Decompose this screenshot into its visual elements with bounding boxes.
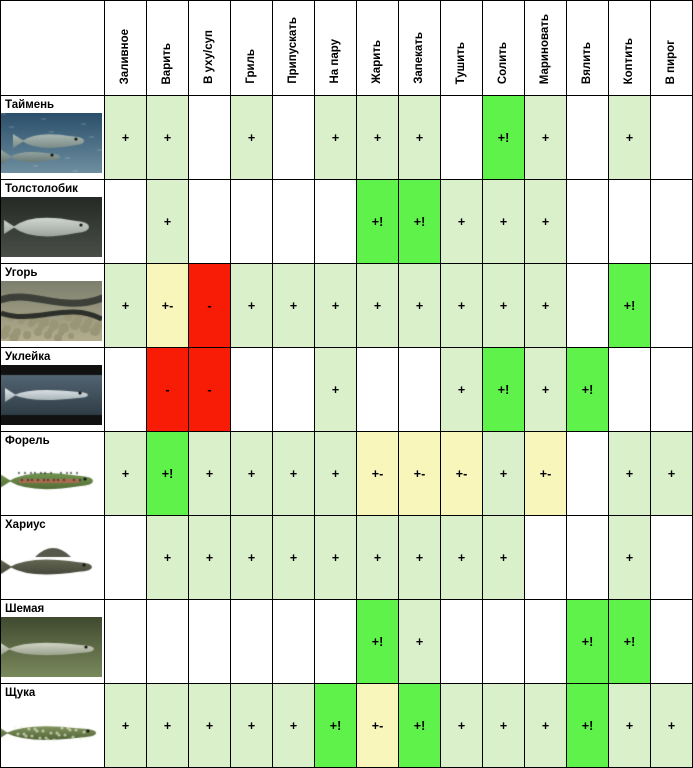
column-header-label: Тушить xyxy=(454,41,467,84)
rating-cell xyxy=(567,96,609,180)
rating-value: + xyxy=(247,718,256,733)
rating-cell xyxy=(441,180,483,264)
fish-name-label: Таймень xyxy=(5,99,55,111)
column-header-10 xyxy=(483,1,525,96)
rating-cell xyxy=(105,516,147,600)
rating-cell xyxy=(147,264,189,348)
rating-value: + xyxy=(625,130,634,145)
column-header-label: Жарить xyxy=(370,40,383,84)
rating-cell xyxy=(273,180,315,264)
fish-row-header xyxy=(1,684,105,768)
rating-cell xyxy=(651,600,693,684)
rating-value: + xyxy=(541,214,550,229)
rating-cell xyxy=(399,684,441,768)
fish-name-label: Щука xyxy=(5,687,36,699)
rating-cell xyxy=(357,432,399,516)
column-header-14 xyxy=(651,1,693,96)
rating-cell xyxy=(441,516,483,600)
rating-cell xyxy=(189,600,231,684)
column-header-3 xyxy=(189,1,231,96)
rating-cell xyxy=(147,180,189,264)
rating-value: + xyxy=(247,466,256,481)
table-row xyxy=(1,180,693,264)
rating-value: - xyxy=(207,298,212,313)
rating-cell xyxy=(231,96,273,180)
rating-cell xyxy=(651,348,693,432)
column-header-4 xyxy=(231,1,273,96)
rating-cell xyxy=(567,348,609,432)
rating-cell xyxy=(441,432,483,516)
rating-cell xyxy=(231,180,273,264)
rating-value: + xyxy=(415,298,424,313)
rating-cell xyxy=(525,516,567,600)
rating-value: + xyxy=(625,550,634,565)
rating-cell xyxy=(273,516,315,600)
rating-cell xyxy=(315,432,357,516)
rating-value: +- xyxy=(371,718,384,733)
rating-value: + xyxy=(331,550,340,565)
rating-value: + xyxy=(457,550,466,565)
rating-value: +- xyxy=(455,466,468,481)
rating-cell xyxy=(231,684,273,768)
rating-value: + xyxy=(121,718,130,733)
table-header-row xyxy=(1,1,693,96)
rating-cell xyxy=(483,684,525,768)
fish-row-header xyxy=(1,264,105,348)
rating-cell xyxy=(483,180,525,264)
rating-value: + xyxy=(331,298,340,313)
fish-name-label: Форель xyxy=(5,435,50,447)
rating-value: + xyxy=(499,466,508,481)
rating-value: +! xyxy=(581,382,594,397)
rating-cell xyxy=(147,684,189,768)
rating-cell xyxy=(231,600,273,684)
rating-value: + xyxy=(163,718,172,733)
rating-cell xyxy=(441,348,483,432)
column-header-label: На пару xyxy=(328,39,341,84)
column-header-label: В пирог xyxy=(664,39,677,84)
column-header-1 xyxy=(105,1,147,96)
rating-cell xyxy=(525,348,567,432)
rating-cell xyxy=(399,348,441,432)
table-row xyxy=(1,96,693,180)
fish-name-label: Уклейка xyxy=(5,351,51,363)
table-row xyxy=(1,516,693,600)
rating-cell xyxy=(273,96,315,180)
rating-cell xyxy=(525,264,567,348)
rating-cell xyxy=(399,180,441,264)
ukleyka-photo xyxy=(1,365,102,425)
shuka-photo xyxy=(1,701,102,761)
column-header-label: Вялить xyxy=(580,41,593,84)
column-header-11 xyxy=(525,1,567,96)
fish-row-header xyxy=(1,432,105,516)
column-header-label: Заливное xyxy=(118,28,131,84)
rating-value: + xyxy=(499,550,508,565)
rating-cell xyxy=(483,600,525,684)
fish-row-header xyxy=(1,348,105,432)
taimen-photo xyxy=(1,113,102,173)
rating-value: + xyxy=(373,130,382,145)
rating-cell xyxy=(189,516,231,600)
rating-cell xyxy=(189,348,231,432)
rating-cell xyxy=(315,96,357,180)
rating-value: + xyxy=(541,718,550,733)
rating-cell xyxy=(231,516,273,600)
rating-value: +! xyxy=(161,466,174,481)
rating-cell xyxy=(189,180,231,264)
rating-cell xyxy=(525,600,567,684)
rating-cell xyxy=(651,180,693,264)
column-header-5 xyxy=(273,1,315,96)
rating-cell xyxy=(231,348,273,432)
rating-value: + xyxy=(415,634,424,649)
rating-cell xyxy=(105,96,147,180)
rating-value: + xyxy=(289,298,298,313)
rating-cell xyxy=(273,432,315,516)
rating-cell xyxy=(189,684,231,768)
rating-cell xyxy=(567,516,609,600)
rating-cell xyxy=(609,348,651,432)
rating-cell xyxy=(315,180,357,264)
rating-value: +! xyxy=(581,634,594,649)
column-header-2 xyxy=(147,1,189,96)
rating-cell xyxy=(483,516,525,600)
fish-row-header xyxy=(1,96,105,180)
fish-row-header xyxy=(1,600,105,684)
rating-cell xyxy=(357,180,399,264)
rating-cell xyxy=(399,432,441,516)
rating-cell xyxy=(609,180,651,264)
rating-value: + xyxy=(625,466,634,481)
rating-value: + xyxy=(205,550,214,565)
table-row xyxy=(1,432,693,516)
column-header-label: Припускать xyxy=(286,17,299,84)
rating-value: + xyxy=(499,298,508,313)
rating-cell xyxy=(147,96,189,180)
ugor-photo xyxy=(1,281,102,341)
rating-value: + xyxy=(373,550,382,565)
rating-cell xyxy=(441,96,483,180)
column-header-9 xyxy=(441,1,483,96)
rating-cell xyxy=(399,96,441,180)
table-corner-cell xyxy=(1,1,105,96)
rating-cell xyxy=(609,516,651,600)
rating-value: + xyxy=(331,382,340,397)
rating-value: + xyxy=(121,298,130,313)
rating-cell xyxy=(567,432,609,516)
rating-cell xyxy=(231,432,273,516)
rating-cell xyxy=(651,96,693,180)
rating-cell xyxy=(651,684,693,768)
rating-value: + xyxy=(541,130,550,145)
rating-cell xyxy=(147,600,189,684)
rating-value: + xyxy=(457,382,466,397)
rating-cell xyxy=(105,432,147,516)
table-row xyxy=(1,348,693,432)
rating-cell xyxy=(399,600,441,684)
rating-value: + xyxy=(331,466,340,481)
rating-value: + xyxy=(289,718,298,733)
rating-value: + xyxy=(457,298,466,313)
rating-cell xyxy=(609,600,651,684)
rating-cell xyxy=(609,96,651,180)
rating-cell xyxy=(357,684,399,768)
rating-value: + xyxy=(373,298,382,313)
rating-value: + xyxy=(247,130,256,145)
rating-cell xyxy=(609,684,651,768)
rating-cell xyxy=(357,600,399,684)
column-header-label: В уху/суп xyxy=(202,30,215,84)
column-header-6 xyxy=(315,1,357,96)
rating-cell xyxy=(525,432,567,516)
rating-value: + xyxy=(331,130,340,145)
column-header-label: Коптить xyxy=(622,37,635,84)
rating-cell xyxy=(189,264,231,348)
rating-cell xyxy=(273,684,315,768)
rating-cell xyxy=(105,684,147,768)
rating-cell xyxy=(273,600,315,684)
rating-cell xyxy=(147,516,189,600)
forel-photo xyxy=(1,449,102,509)
rating-cell xyxy=(357,516,399,600)
rating-value: + xyxy=(667,466,676,481)
fish-row-header xyxy=(1,180,105,264)
fish-name-label: Шемая xyxy=(5,603,45,615)
rating-value: - xyxy=(207,382,212,397)
rating-cell xyxy=(567,264,609,348)
table-row xyxy=(1,684,693,768)
rating-cell xyxy=(189,96,231,180)
rating-value: + xyxy=(247,550,256,565)
fish-name-label: Хариус xyxy=(5,519,46,531)
rating-value: +! xyxy=(413,214,426,229)
column-header-label: Запекать xyxy=(412,32,425,84)
rating-cell xyxy=(567,180,609,264)
column-header-13 xyxy=(609,1,651,96)
rating-value: +! xyxy=(371,214,384,229)
rating-value: + xyxy=(163,550,172,565)
rating-value: + xyxy=(121,466,130,481)
rating-value: + xyxy=(667,718,676,733)
rating-value: + xyxy=(205,466,214,481)
shemaya-photo xyxy=(1,617,102,677)
column-header-label: Солить xyxy=(496,41,509,84)
rating-value: +! xyxy=(581,718,594,733)
rating-cell xyxy=(609,264,651,348)
rating-value: + xyxy=(163,214,172,229)
rating-cell xyxy=(483,264,525,348)
rating-value: +! xyxy=(329,718,342,733)
rating-cell xyxy=(483,348,525,432)
rating-cell xyxy=(105,600,147,684)
rating-value: + xyxy=(415,550,424,565)
rating-cell xyxy=(147,432,189,516)
column-header-label: Мариновать xyxy=(538,13,551,84)
rating-cell xyxy=(273,264,315,348)
rating-value: +- xyxy=(539,466,552,481)
rating-value: +! xyxy=(623,298,636,313)
rating-cell xyxy=(105,348,147,432)
harius-photo xyxy=(1,533,102,593)
tolstolobik-photo xyxy=(1,197,102,257)
rating-cell xyxy=(609,432,651,516)
rating-cell xyxy=(357,264,399,348)
rating-value: +! xyxy=(371,634,384,649)
rating-value: + xyxy=(457,718,466,733)
rating-cell xyxy=(567,684,609,768)
rating-cell xyxy=(231,264,273,348)
fish-row-header xyxy=(1,516,105,600)
rating-cell xyxy=(147,348,189,432)
rating-cell xyxy=(525,180,567,264)
rating-cell xyxy=(441,684,483,768)
table-row xyxy=(1,264,693,348)
rating-value: +! xyxy=(497,382,510,397)
rating-value: + xyxy=(541,298,550,313)
rating-value: + xyxy=(247,298,256,313)
rating-cell xyxy=(315,516,357,600)
rating-cell xyxy=(315,264,357,348)
rating-cell xyxy=(315,348,357,432)
column-header-label: Гриль xyxy=(244,49,257,84)
rating-cell xyxy=(189,432,231,516)
rating-value: + xyxy=(163,130,172,145)
rating-cell xyxy=(357,96,399,180)
rating-cell xyxy=(357,348,399,432)
rating-cell xyxy=(651,516,693,600)
rating-value: + xyxy=(499,718,508,733)
rating-value: + xyxy=(541,382,550,397)
rating-cell xyxy=(315,684,357,768)
rating-cell xyxy=(273,348,315,432)
column-header-8 xyxy=(399,1,441,96)
table-row xyxy=(1,600,693,684)
rating-value: +- xyxy=(413,466,426,481)
column-header-7 xyxy=(357,1,399,96)
rating-cell xyxy=(525,684,567,768)
rating-cell xyxy=(651,432,693,516)
rating-cell xyxy=(441,264,483,348)
rating-value: + xyxy=(499,214,508,229)
rating-cell xyxy=(567,600,609,684)
rating-cell xyxy=(483,432,525,516)
column-header-label: Варить xyxy=(160,42,173,84)
rating-cell xyxy=(105,180,147,264)
rating-value: + xyxy=(415,130,424,145)
rating-value: + xyxy=(121,130,130,145)
rating-value: +! xyxy=(623,634,636,649)
rating-cell xyxy=(651,264,693,348)
rating-cell xyxy=(441,600,483,684)
rating-value: + xyxy=(457,214,466,229)
rating-cell xyxy=(399,516,441,600)
rating-value: - xyxy=(165,382,170,397)
rating-value: +! xyxy=(413,718,426,733)
fish-name-label: Угорь xyxy=(5,267,38,279)
rating-value: +! xyxy=(497,130,510,145)
rating-cell xyxy=(399,264,441,348)
fish-name-label: Толстолобик xyxy=(5,183,78,195)
rating-cell xyxy=(105,264,147,348)
rating-value: +- xyxy=(371,466,384,481)
column-header-12 xyxy=(567,1,609,96)
rating-value: + xyxy=(289,550,298,565)
rating-cell xyxy=(525,96,567,180)
rating-cell xyxy=(315,600,357,684)
rating-value: + xyxy=(205,718,214,733)
rating-value: +- xyxy=(161,298,174,313)
rating-value: + xyxy=(289,466,298,481)
rating-value: + xyxy=(625,718,634,733)
rating-cell xyxy=(483,96,525,180)
